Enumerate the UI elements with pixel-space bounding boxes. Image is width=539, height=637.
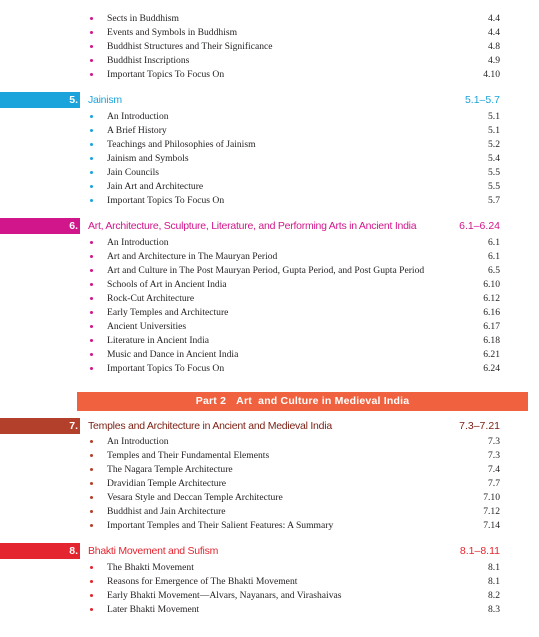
entry-title: Early Temples and Architecture — [107, 307, 229, 318]
toc-entry[interactable] — [0, 110, 539, 124]
entry-title: Jainism and Symbols — [107, 153, 189, 164]
bullet-icon — [90, 185, 93, 188]
toc-entry[interactable] — [0, 449, 539, 463]
entry-title: An Introduction — [107, 111, 169, 122]
toc-entry[interactable] — [0, 54, 539, 68]
chapter-title: Jainism — [88, 94, 122, 106]
entry-page: 5.5 — [488, 167, 500, 178]
chapter-page-range: 6.1–6.24 — [459, 220, 500, 232]
entry-title: Later Bhakti Movement — [107, 604, 200, 615]
entry-title: Buddhist and Jain Architecture — [107, 506, 226, 517]
chapter-page-range: 7.3–7.21 — [459, 420, 500, 432]
toc-entry[interactable] — [0, 180, 539, 194]
bullet-icon — [90, 297, 93, 300]
part-title: Art and Culture in Medieval India — [236, 395, 410, 407]
entry-page: 4.4 — [488, 27, 500, 38]
entry-title: The Nagara Temple Architecture — [107, 464, 233, 475]
bullet-icon — [90, 241, 93, 244]
toc-entry[interactable] — [0, 306, 539, 320]
entry-page: 6.21 — [483, 349, 500, 360]
entry-title: Dravidian Temple Architecture — [107, 478, 227, 489]
entry-page: 7.4 — [488, 464, 500, 475]
toc-entry[interactable] — [0, 264, 539, 278]
toc-entry[interactable] — [0, 589, 539, 603]
entry-page: 6.18 — [483, 335, 500, 346]
toc-entry[interactable] — [0, 138, 539, 152]
toc-entry[interactable] — [0, 362, 539, 376]
bullet-icon — [90, 171, 93, 174]
entry-page: 5.7 — [488, 195, 500, 206]
bullet-icon — [90, 594, 93, 597]
entry-page: 4.8 — [488, 41, 500, 52]
entry-page: 8.1 — [488, 576, 500, 587]
bullet-icon — [90, 608, 93, 611]
entry-page: 7.3 — [488, 436, 500, 447]
entry-page: 6.10 — [483, 279, 500, 290]
toc-entry[interactable] — [0, 561, 539, 575]
entry-page: 8.3 — [488, 604, 500, 615]
entry-page: 7.3 — [488, 450, 500, 461]
toc-entry[interactable] — [0, 26, 539, 40]
bullet-icon — [90, 157, 93, 160]
entry-title: A Brief History — [107, 125, 167, 136]
entry-page: 6.12 — [483, 293, 500, 304]
toc-entry[interactable] — [0, 477, 539, 491]
bullet-icon — [90, 325, 93, 328]
bullet-icon — [90, 17, 93, 20]
entry-page: 6.16 — [483, 307, 500, 318]
bullet-icon — [90, 440, 93, 443]
entry-page: 8.1 — [488, 562, 500, 573]
entry-page: 7.14 — [483, 520, 500, 531]
chapter-number: 8. — [69, 545, 78, 557]
part-label: Part 2 — [195, 395, 227, 407]
bullet-icon — [90, 524, 93, 527]
entry-title: Schools of Art in Ancient India — [107, 279, 227, 290]
bullet-icon — [90, 311, 93, 314]
toc-entry[interactable] — [0, 348, 539, 362]
bullet-icon — [90, 283, 93, 286]
bullet-icon — [90, 496, 93, 499]
entry-page: 6.17 — [483, 321, 500, 332]
toc-entry[interactable] — [0, 12, 539, 26]
toc-entry[interactable] — [0, 68, 539, 82]
toc-entry[interactable] — [0, 152, 539, 166]
chapter-number: 7. — [69, 420, 78, 432]
entry-title: The Bhakti Movement — [107, 562, 194, 573]
bullet-icon — [90, 269, 93, 272]
entry-title: Events and Symbols in Buddhism — [107, 27, 238, 38]
entry-title: Art and Culture in The Post Mauryan Period, Gupta Period, and Post Gupta Period — [107, 265, 425, 276]
bullet-icon — [90, 143, 93, 146]
bullet-icon — [90, 339, 93, 342]
chapter-heading-6[interactable] — [0, 217, 539, 235]
bullet-icon — [90, 73, 93, 76]
entry-title: Sects in Buddhism — [107, 13, 179, 24]
chapter-title: Temples and Architecture in Ancient and Medieval India — [88, 420, 332, 432]
chapter-heading-8[interactable] — [0, 542, 539, 560]
toc-entry[interactable] — [0, 250, 539, 264]
entry-title: An Introduction — [107, 436, 169, 447]
entry-title: Jain Art and Architecture — [107, 181, 204, 192]
entry-title: Important Topics To Focus On — [107, 69, 225, 80]
chapter-number: 5. — [69, 94, 78, 106]
chapter-heading-5[interactable] — [0, 91, 539, 109]
bullet-icon — [90, 31, 93, 34]
entry-title: Buddhist Structures and Their Significance — [107, 41, 273, 52]
entry-page: 5.2 — [488, 139, 500, 150]
entry-title: An Introduction — [107, 237, 169, 248]
chapter-number: 6. — [69, 220, 78, 232]
entry-page: 6.1 — [488, 237, 500, 248]
entry-title: Ancient Universities — [107, 321, 187, 332]
toc-entry[interactable] — [0, 334, 539, 348]
toc-entry[interactable] — [0, 435, 539, 449]
toc-entry[interactable] — [0, 194, 539, 208]
bullet-icon — [90, 580, 93, 583]
entry-page: 7.10 — [483, 492, 500, 503]
entry-page: 5.5 — [488, 181, 500, 192]
toc-entry[interactable] — [0, 491, 539, 505]
chapter-title: Art, Architecture, Sculpture, Literature, and Performing Arts in Ancient India — [88, 220, 417, 232]
chapter-page-range: 5.1–5.7 — [464, 94, 500, 106]
entry-page: 5.4 — [488, 153, 500, 164]
entry-title: Reasons for Emergence of The Bhakti Movement — [107, 576, 298, 587]
toc-entry[interactable] — [0, 292, 539, 306]
bullet-icon — [90, 367, 93, 370]
entry-title: Art and Architecture in The Mauryan Period — [107, 251, 278, 262]
toc-entry[interactable] — [0, 40, 539, 54]
toc-entry[interactable] — [0, 603, 539, 617]
entry-page: 5.1 — [488, 111, 500, 122]
bullet-icon — [90, 353, 93, 356]
entry-title: Important Temples and Their Salient Features: A Summary — [107, 520, 334, 531]
toc-entry[interactable] — [0, 463, 539, 477]
entry-title: Vesara Style and Deccan Temple Architecture — [107, 492, 283, 503]
entry-title: Literature in Ancient India — [107, 335, 210, 346]
entry-page: 5.1 — [488, 125, 500, 136]
bullet-icon — [90, 454, 93, 457]
bullet-icon — [90, 45, 93, 48]
entry-page: 6.24 — [483, 363, 500, 374]
toc-entry[interactable] — [0, 124, 539, 138]
entry-page: 8.2 — [488, 590, 500, 601]
chapter-page-range: 8.1–8.11 — [459, 545, 500, 557]
toc-entry[interactable] — [0, 505, 539, 519]
entry-title: Buddhist Inscriptions — [107, 55, 190, 66]
toc-entry[interactable] — [0, 278, 539, 292]
entry-page: 7.12 — [483, 506, 500, 517]
toc-entry[interactable] — [0, 236, 539, 250]
toc-entry[interactable] — [0, 166, 539, 180]
bullet-icon — [90, 129, 93, 132]
bullet-icon — [90, 199, 93, 202]
entry-title: Important Topics To Focus On — [107, 195, 225, 206]
entry-title: Temples and Their Fundamental Elements — [107, 450, 270, 461]
entry-title: Early Bhakti Movement—Alvars, Nayanars, and Virashaivas — [107, 590, 342, 601]
toc-entry[interactable] — [0, 320, 539, 334]
bullet-icon — [90, 468, 93, 471]
entry-page: 6.5 — [488, 265, 500, 276]
bullet-icon — [90, 115, 93, 118]
bullet-icon — [90, 566, 93, 569]
bullet-icon — [90, 510, 93, 513]
entry-title: Jain Councils — [107, 167, 159, 178]
entry-title: Music and Dance in Ancient India — [107, 349, 239, 360]
bullet-icon — [90, 482, 93, 485]
entry-title: Important Topics To Focus On — [107, 363, 225, 374]
entry-page: 4.4 — [488, 13, 500, 24]
entry-title: Rock-Cut Architecture — [107, 293, 195, 304]
part-banner — [77, 392, 528, 411]
entry-page: 4.9 — [488, 55, 500, 66]
entry-page: 7.7 — [488, 478, 500, 489]
bullet-icon — [90, 59, 93, 62]
entry-page: 6.1 — [488, 251, 500, 262]
entry-page: 4.10 — [483, 69, 500, 80]
toc-entry[interactable] — [0, 519, 539, 533]
entry-title: Teachings and Philosophies of Jainism — [107, 139, 256, 150]
toc-entry[interactable] — [0, 575, 539, 589]
chapter-title: Bhakti Movement and Sufism — [88, 545, 219, 557]
chapter-heading-7[interactable] — [0, 417, 539, 435]
bullet-icon — [90, 255, 93, 258]
